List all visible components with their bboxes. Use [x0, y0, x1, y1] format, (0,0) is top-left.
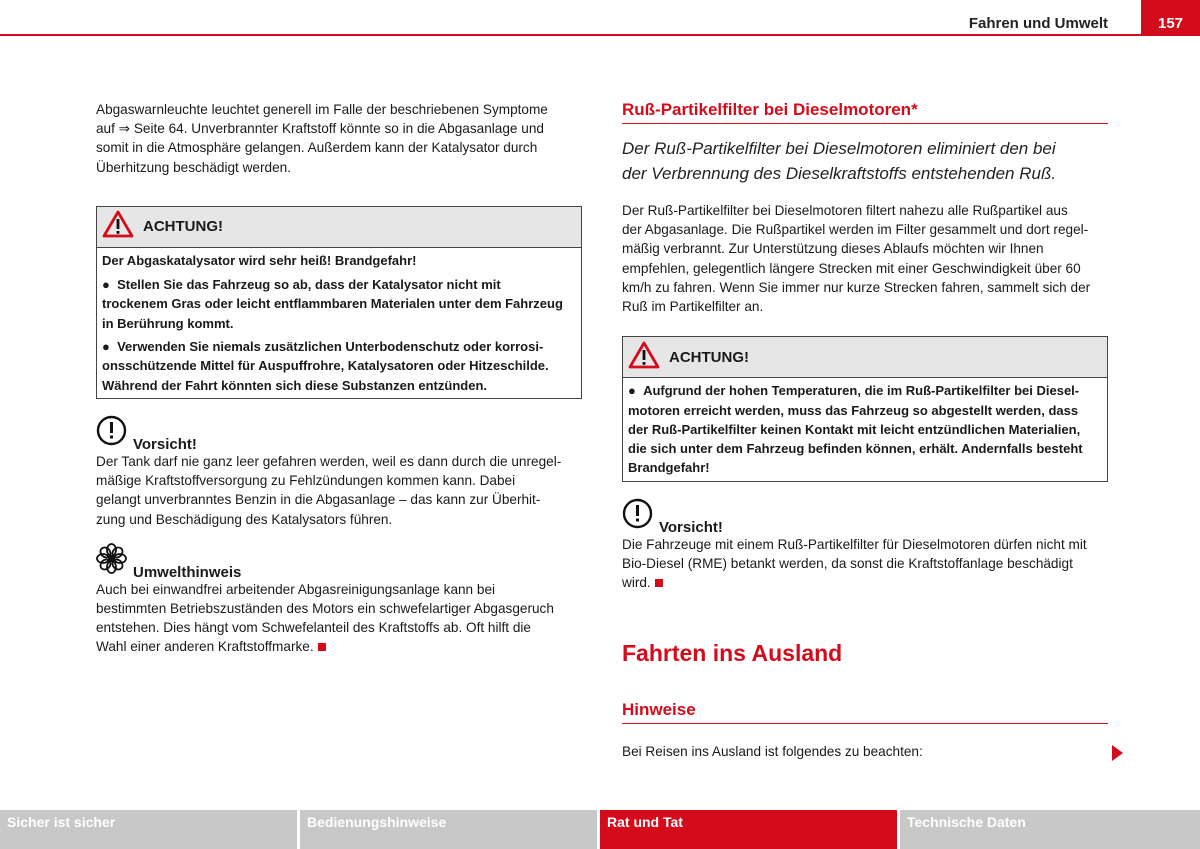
caution-label: Vorsicht!: [659, 518, 723, 536]
text-line: Wahl einer anderen Kraftstoffmarke.: [96, 639, 314, 655]
bullet-icon: ●: [102, 339, 118, 354]
caution-header: [96, 419, 582, 451]
footer-tab-bar: [0, 810, 1200, 849]
text-line: Die Fahrzeuge mit einem Ruß-Partikelfilter für Dieselmotoren dürfen nicht mit: [622, 536, 1087, 552]
text-line: Der Ruß-Partikelfilter bei Dieselmotoren eliminiert den bei: [622, 139, 1056, 158]
text-line: Abgaswarnleuchte leuchtet generell im Falle der beschriebenen Symptome: [96, 102, 548, 117]
caution-label: Vorsicht!: [133, 435, 197, 453]
text-line: der Ruß-Partikelfilter keinen Kontakt mit leicht entzündlichen Materialien,: [628, 421, 1081, 437]
warning-triangle-icon: [102, 210, 134, 243]
warning-header: [623, 337, 1107, 378]
text-line: somit in die Atmosphäre gelangen. Außerdem kann der Katalysator durch: [96, 140, 538, 156]
environment-label: Umwelthinweis: [133, 563, 242, 581]
footer-tab-bedienungshinweise[interactable]: Bedienungshinweise: [300, 810, 597, 849]
text-line: die sich unter dem Fahrzeug befinden können, erhält. Andernfalls besteht: [628, 441, 1083, 457]
bullet-icon: ●: [628, 383, 644, 399]
body-paragraph: [622, 201, 1108, 316]
lead-paragraph: [622, 137, 1108, 186]
text-line: Während der Fahrt könnten sich diese Substanzen entzünden.: [102, 377, 487, 393]
warning-body: [623, 378, 1107, 480]
caution-header: [622, 502, 1108, 534]
text-line: mäßige Kraftstoffversorgung zu Fehlzündungen kommen kann. Dabei: [96, 473, 516, 489]
section-title-dpf: Ruß-Partikelfilter bei Dieselmotoren*: [622, 100, 1108, 124]
end-marker-icon: [655, 579, 663, 587]
warning-header: [97, 207, 581, 248]
text-line: Der Ruß-Partikelfilter bei Dieselmotoren filtert nahezu alle Rußpartikel aus: [622, 203, 1068, 218]
text-line: Brandgefahr!: [628, 460, 710, 476]
text-line: auf ⇒ Seite 64. Unverbrannter Kraftstoff könnte so in die Abgasanlage und: [96, 121, 544, 137]
warning-box-catalyst: [96, 206, 582, 399]
text-line: Auch bei einwandfrei arbeitender Abgasreinigungsanlage kann bei: [96, 581, 496, 597]
footer-tab-rat-und-tat[interactable]: Rat und Tat: [600, 810, 897, 849]
warning-bullet: [102, 337, 576, 395]
text-line: entstehen. Dies hängt vom Schwefelanteil des Kraftstoffs ab. Oft hilft die: [96, 620, 531, 636]
warning-headline: Der Abgaskatalysator wird sehr heiß! Brandgefahr!: [102, 252, 417, 268]
text-line: in Berührung kommt.: [102, 315, 234, 331]
text-line: Verwenden Sie niemals zusätzlichen Unterbodenschutz oder korrosi-: [117, 339, 544, 354]
caution-circle-icon: [96, 415, 127, 451]
section-title-hints: Hinweise: [622, 700, 1108, 724]
warning-box-dpf: [622, 336, 1108, 481]
text-line: motoren erreicht werden, muss das Fahrzeug so abgestellt werden, dass: [628, 402, 1079, 418]
text-line: Aufgrund der hohen Temperaturen, die im Ruß-Partikelfilter bei Diesel-: [643, 383, 1080, 399]
environment-header: [96, 547, 582, 579]
next-page-arrow-icon[interactable]: [1112, 745, 1123, 761]
footer-tab-sicher-ist-sicher[interactable]: Sicher ist sicher: [0, 810, 297, 849]
text-line: empfehlen, gelegentlich längere Strecken mit einer Geschwindigkeit über 60: [622, 260, 1081, 276]
running-header-title: Fahren und Umwelt: [968, 15, 1108, 32]
text-line: Überhitzung beschädigt werden.: [96, 159, 291, 175]
text-line: Bio-Diesel (RME) betankt werden, da sonst die Kraftstoffanlage beschädigt: [622, 555, 1073, 571]
warning-triangle-icon: [628, 341, 660, 374]
text-line: bestimmten Betriebszuständen des Motors ein schwefelartiger Abgasgeruch: [96, 600, 554, 616]
page-number: 157: [1141, 0, 1200, 36]
text-line: Ruß im Partikelfilter an.: [622, 299, 764, 315]
warning-bullet: [102, 275, 576, 333]
caution-notice: [622, 502, 1108, 593]
text-line: mäßig verbrannt. Zur Unterstützung dieses Ablaufs möchten wir Ihnen: [622, 241, 1044, 257]
right-column: [622, 100, 1108, 592]
environment-body: [96, 580, 582, 657]
caution-body: [622, 535, 1108, 593]
header-rule: [0, 34, 1200, 36]
environment-notice: [96, 547, 582, 657]
text-line: onsschützende Mittel für Auspuffrohre, Katalysatoren oder Hitzeschilde.: [102, 358, 549, 374]
flower-environment-icon: [96, 543, 127, 579]
chapter-title: Fahrten ins Ausland: [622, 640, 843, 666]
text-line: zung und Beschädigung des Katalysators führen.: [96, 511, 393, 527]
hints-text: Bei Reisen ins Ausland ist folgendes zu beachten:: [622, 744, 923, 759]
bullet-icon: ●: [102, 277, 118, 293]
text-line: der Verbrennung des Dieselkraftstoffs entstehenden Ruß.: [622, 163, 1057, 183]
text-line: Stellen Sie das Fahrzeug so ab, dass der Katalysator nicht mit: [117, 277, 501, 293]
intro-paragraph: [96, 100, 582, 177]
warning-label: ACHTUNG!: [143, 218, 223, 236]
text-line: Der Tank darf nie ganz leer gefahren werden, weil es dann durch die unregel-: [96, 453, 562, 469]
footer-tab-technische-daten[interactable]: Technische Daten: [900, 810, 1200, 849]
caution-body: [96, 452, 582, 529]
text-line: gelangt unverbranntes Benzin in die Abgasanlage – das kann zur Überhit-: [96, 492, 541, 508]
text-line: trockenem Gras oder leicht entflammbaren Materialen unter dem Fahrzeug: [102, 296, 563, 312]
left-column: [96, 100, 582, 657]
text-line: wird.: [622, 575, 651, 591]
warning-body: [97, 248, 581, 398]
text-line: km/h zu fahren. Wenn Sie immer nur kurze Strecken fahren, sammelt sich der: [622, 279, 1091, 295]
caution-notice: [96, 419, 582, 529]
end-marker-icon: [318, 643, 326, 651]
text-line: der Abgasanlage. Die Rußpartikel werden im Filter gesammelt und dort regel-: [622, 222, 1089, 238]
caution-circle-icon: [622, 498, 653, 534]
warning-label: ACHTUNG!: [669, 348, 749, 366]
